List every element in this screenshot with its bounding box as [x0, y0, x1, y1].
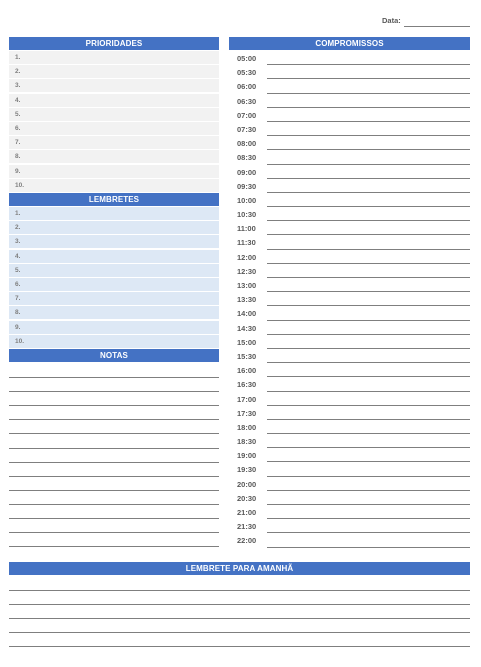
time-label: 09:30: [237, 181, 257, 191]
tomorrow-line[interactable]: [9, 633, 470, 647]
reminder-row[interactable]: [9, 335, 219, 348]
time-label: 09:00: [237, 167, 257, 177]
time-label: 06:00: [237, 82, 257, 92]
time-label: 20:30: [237, 493, 257, 503]
time-slot[interactable]: [229, 207, 470, 221]
priority-number: 4.: [15, 96, 21, 104]
time-label: 13:30: [237, 295, 257, 305]
appointments-header: COMPROMISSOS: [229, 37, 470, 50]
notes-line[interactable]: [9, 491, 219, 505]
time-slot[interactable]: [229, 392, 470, 406]
tomorrow-line[interactable]: [9, 591, 470, 605]
notes-line[interactable]: [9, 519, 219, 533]
priority-row[interactable]: [9, 136, 219, 149]
time-slot[interactable]: [229, 434, 470, 448]
time-label: 05:30: [237, 68, 257, 78]
time-slot[interactable]: [229, 235, 470, 249]
time-slot[interactable]: [229, 477, 470, 491]
notes-lines: [9, 364, 219, 547]
reminder-number: 6.: [15, 280, 21, 288]
time-slot[interactable]: [229, 165, 470, 179]
reminder-row[interactable]: [9, 306, 219, 319]
time-slot[interactable]: [229, 278, 470, 292]
time-slot[interactable]: [229, 462, 470, 476]
time-slot[interactable]: [229, 150, 470, 164]
tomorrow-header: LEMBRETE PARA AMANHÃ: [9, 562, 470, 575]
time-label: 21:00: [237, 508, 257, 517]
notes-line[interactable]: [9, 533, 219, 547]
reminder-number: 5.: [15, 266, 21, 274]
reminders-list: [9, 207, 219, 349]
notes-line[interactable]: [9, 449, 219, 463]
tomorrow-line[interactable]: [9, 605, 470, 619]
time-slot[interactable]: [229, 108, 470, 122]
time-label: 18:30: [237, 437, 257, 447]
time-slot[interactable]: [229, 193, 470, 207]
time-label: 08:30: [237, 153, 257, 163]
time-slot[interactable]: [229, 94, 470, 108]
notes-line[interactable]: [9, 392, 219, 406]
reminder-number: 10.: [15, 337, 25, 345]
time-slot[interactable]: [229, 406, 470, 420]
time-label: 18:00: [237, 422, 257, 432]
reminder-row[interactable]: [9, 207, 219, 220]
time-slot[interactable]: [229, 335, 470, 349]
notes-line[interactable]: [9, 378, 219, 392]
time-slot[interactable]: [229, 51, 470, 65]
priority-number: 5.: [15, 110, 21, 118]
reminders-header: LEMBRETES: [9, 193, 219, 206]
tomorrow-line[interactable]: [9, 619, 470, 633]
time-slot[interactable]: [229, 221, 470, 235]
time-slot[interactable]: [229, 306, 470, 320]
time-slot[interactable]: [229, 377, 470, 391]
notes-line[interactable]: [9, 463, 219, 477]
time-label: 12:30: [237, 266, 257, 276]
time-slot[interactable]: [229, 264, 470, 278]
time-label: 21:30: [237, 522, 257, 532]
priority-number: 8.: [15, 153, 21, 161]
notes-line[interactable]: [9, 364, 219, 378]
reminder-number: 9.: [15, 323, 21, 331]
time-label: 07:00: [237, 110, 257, 120]
priority-number: 1.: [15, 54, 21, 61]
reminder-number: 2.: [15, 224, 21, 232]
priorities-list: [9, 51, 219, 193]
time-slot[interactable]: [229, 321, 470, 335]
time-label: 16:30: [237, 380, 257, 390]
time-label: 14:30: [237, 323, 257, 333]
time-slot[interactable]: [229, 122, 470, 136]
reminder-number: 1.: [15, 210, 21, 217]
time-label: 20:00: [237, 479, 257, 489]
tomorrow-lines: [9, 577, 470, 647]
time-label: 14:00: [237, 309, 257, 319]
appointments-list: [229, 51, 470, 548]
reminder-row[interactable]: [9, 235, 219, 248]
time-slot[interactable]: [229, 448, 470, 462]
priority-number: 10.: [15, 181, 25, 189]
priorities-header: PRIORIDADES: [9, 37, 219, 50]
time-label: 05:00: [237, 54, 257, 63]
time-label: 19:30: [237, 465, 257, 475]
time-label: 13:00: [237, 281, 257, 290]
reminder-number: 8.: [15, 309, 21, 317]
time-slot[interactable]: [229, 349, 470, 363]
time-label: 11:30: [237, 238, 256, 248]
time-label: 12:00: [237, 252, 257, 262]
reminder-number: 7.: [15, 295, 21, 303]
priority-number: 2.: [15, 68, 21, 76]
reminder-row[interactable]: [9, 321, 219, 334]
tomorrow-line[interactable]: [9, 577, 470, 591]
time-label: 19:00: [237, 451, 257, 461]
priority-number: 9.: [15, 167, 21, 175]
reminder-number: 4.: [15, 252, 21, 260]
time-slot[interactable]: [229, 491, 470, 505]
time-label: 15:30: [237, 351, 257, 361]
time-label: 10:30: [237, 210, 257, 220]
time-label: 06:30: [237, 96, 257, 106]
priority-row[interactable]: [9, 122, 219, 135]
notes-line[interactable]: [9, 477, 219, 491]
notes-line[interactable]: [9, 420, 219, 434]
priority-row[interactable]: [9, 150, 219, 163]
time-label: 16:00: [237, 366, 257, 376]
time-slot[interactable]: [229, 65, 470, 79]
notes-line[interactable]: [9, 434, 219, 448]
reminder-row[interactable]: [9, 278, 219, 291]
time-slot[interactable]: [229, 136, 470, 150]
time-label: 15:00: [237, 337, 257, 347]
notes-line[interactable]: [9, 406, 219, 420]
time-label: 22:00: [237, 536, 257, 546]
reminder-number: 3.: [15, 238, 21, 246]
time-slot[interactable]: [229, 250, 470, 264]
time-slot[interactable]: [229, 79, 470, 93]
priority-row[interactable]: [9, 179, 219, 192]
time-label: 11:00: [237, 224, 256, 234]
time-label: 10:00: [237, 195, 257, 205]
priority-number: 6.: [15, 124, 21, 132]
date-label: Data:: [382, 16, 401, 25]
priority-number: 3.: [15, 82, 21, 90]
reminder-row[interactable]: [9, 292, 219, 305]
reminder-row[interactable]: [9, 250, 219, 263]
priority-row[interactable]: [9, 65, 219, 78]
time-slot[interactable]: [229, 420, 470, 434]
priority-row[interactable]: [9, 108, 219, 121]
notes-line[interactable]: [9, 505, 219, 519]
time-label: 07:30: [237, 124, 257, 134]
time-slot[interactable]: [229, 505, 470, 519]
reminder-row[interactable]: [9, 264, 219, 277]
priority-row[interactable]: [9, 79, 219, 92]
time-slot[interactable]: [229, 292, 470, 306]
time-slot[interactable]: [229, 533, 470, 547]
priority-row[interactable]: [9, 51, 219, 64]
time-write-line[interactable]: [267, 547, 470, 548]
time-label: 17:00: [237, 394, 257, 404]
date-field[interactable]: [404, 26, 470, 27]
time-label: 08:00: [237, 139, 257, 149]
notes-header: NOTAS: [9, 349, 219, 362]
time-slot[interactable]: [229, 519, 470, 533]
priority-row[interactable]: [9, 94, 219, 107]
time-slot[interactable]: [229, 179, 470, 193]
time-slot[interactable]: [229, 363, 470, 377]
reminder-row[interactable]: [9, 221, 219, 234]
priority-number: 7.: [15, 139, 21, 147]
time-label: 17:30: [237, 408, 257, 418]
priority-row[interactable]: [9, 165, 219, 178]
